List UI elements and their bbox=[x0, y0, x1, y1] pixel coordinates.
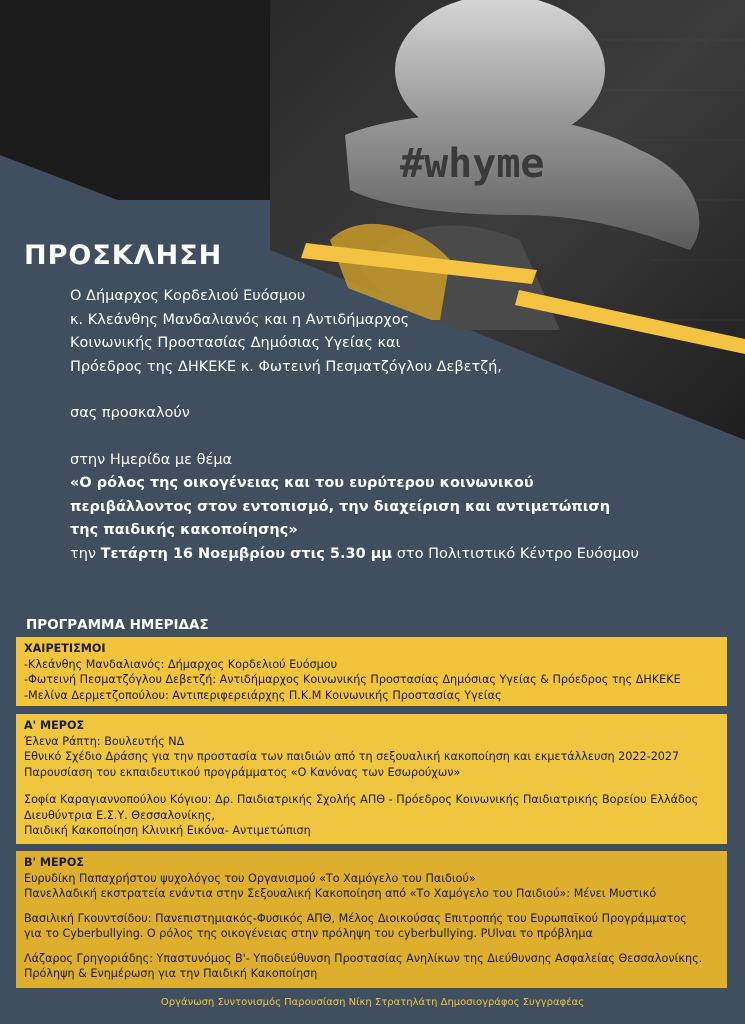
part-b-box bbox=[16, 851, 727, 988]
intro-line: κ. Κλεάνθης Μανδαλιανός και η Αντιδήμαρχος bbox=[70, 311, 410, 328]
footer-credit: Οργάνωση Συντονισμός Παρουσίαση Νίκη Στρατηλάτη Δημοσιογράφος Συγγραφέας bbox=[160, 997, 585, 1008]
part-a-line: Παιδική Κακοποίηση Κλινική Εικόνα- Αντιμετώπιση bbox=[24, 824, 311, 837]
part-b-line: Ευρυδίκη Παπαχρήστου ψυχολόγος του Οργανισμού «Το Χαμόγελο του Παιδιού» bbox=[24, 871, 476, 885]
greetings-box bbox=[16, 637, 727, 706]
hashtag-text: #whyme bbox=[400, 141, 545, 187]
greetings-line: -Φωτεινή Πεσματζόγλου Δεβετζή: Αντιδήμαρχος Κοινωνικής Προστασίας Δημόσιας Υγείας & Πρόεδρος της ΔΗΚΕΚΕ bbox=[24, 673, 681, 686]
date-suffix: στο Πολιτιστικό Κέντρο Ευόσμου bbox=[392, 545, 639, 562]
part-b-line: Πανελλαδική εκστρατεία ενάντια στην Σεξουαλική Κακοποίηση από «Το Χαμόγελο του Παιδιού»: Μένει Μυστικό bbox=[24, 887, 657, 900]
part-a-line: Παρουσίαση του εκπαιδευτικού προγράμματος «Ο Κανόνας των Εσωρούχων» bbox=[24, 765, 461, 779]
intro-line: Ο Δήμαρχος Κορδελιού Ευόσμου bbox=[70, 288, 306, 304]
greetings-line: -Κλεάνθης Μανδαλιανός: Δήμαρχος Κορδελιού Ευόσμου bbox=[24, 657, 338, 671]
part-b-line: Πρόληψη & Ενημέρωση για την Παιδική Κακοποίηση bbox=[24, 967, 318, 980]
program-title: ΠΡΟΓΡΑΜΜΑ ΗΜΕΡΙΔΑΣ bbox=[26, 617, 209, 633]
part-b-line: Βασιλική Γκουντσίδου: Πανεπιστημιακός-Φυσικός ΑΠΘ, Μέλος Διοικούσας Επιτροπής του Ευρωπαϊκού Προγράμματος bbox=[24, 911, 687, 925]
page-title: ΠΡΟΣΚΛΗΣΗ bbox=[24, 240, 223, 271]
part-a-line: Εθνικό Σχέδιο Δράσης για την προστασία των παιδιών από τη σεξουαλική κακοποίηση και εκμετάλλευση 2022-2027 bbox=[24, 750, 680, 763]
dark-corner bbox=[0, 0, 270, 200]
invite-line: σας προσκαλούν bbox=[70, 405, 190, 421]
theme-line: «Ο ρόλος της οικογένειας και του ευρύτερου κοινωνικού bbox=[70, 475, 534, 491]
date-highlight: Τετάρτη 16 Νοεμβρίου στις 5.30 μμ bbox=[100, 545, 393, 562]
theme-line: της παιδικής κακοποίησης» bbox=[70, 522, 298, 538]
part-a-heading: Α' ΜΕΡΟΣ bbox=[24, 719, 85, 732]
part-b-line: για το Cyberbullying. Ο ρόλος της οικογένειας στην πρόληψη του cyberbullying. PUlναι το πρόβλημα bbox=[24, 927, 593, 940]
intro-line: Κοινωνικής Προστασίας Δημόσιας Υγείας και bbox=[70, 335, 401, 351]
date-line bbox=[70, 543, 639, 567]
date-prefix: την bbox=[70, 545, 101, 562]
part-a-line: Διευθύντρια Ε.Σ.Υ. Θεσσαλονίκης, bbox=[24, 808, 215, 822]
part-b-line: Λάζαρος Γρηγοριάδης: Υπαστυνόμος Β'- Υποδιεύθυνση Προστασίας Ανηλίκων της Διεύθυνσης Ασφαλείας Θεσσαλονίκης. bbox=[24, 951, 703, 965]
greetings-line: -Μελίνα Δερμετζοπούλου: Αντιπεριφερειάρχης Π.Κ.Μ Κοινωνικής Προστασίας Υγείας bbox=[24, 688, 502, 702]
invitation-text bbox=[70, 285, 639, 566]
part-b-heading: Β' ΜΕΡΟΣ bbox=[24, 856, 84, 869]
intro-line: Πρόεδρος της ΔΗΚΕΚΕ κ. Φωτεινή Πεσματζόγλου Δεβετζή, bbox=[70, 358, 502, 375]
part-a-line: Έλενα Ράπτη: Βουλευτής ΝΔ bbox=[24, 734, 185, 748]
part-a-box bbox=[16, 714, 727, 844]
event-intro-line: στην Ημερίδα με θέμα bbox=[70, 451, 233, 468]
part-a-line: Σοφία Καραγιαννοπούλου Κόγιου: Δρ. Παιδιατρικής Σχολής ΑΠΘ - Πρόεδρος Κοινωνικής Παιδιατρικής Βορείου Ελλάδος bbox=[24, 793, 699, 806]
greetings-heading: ΧΑΙΡΕΤΙΣΜΟΙ bbox=[24, 642, 106, 655]
theme-line: περιβάλλοντος στον εντοπισμό, την διαχείριση και αντιμετώπιση bbox=[70, 498, 611, 515]
